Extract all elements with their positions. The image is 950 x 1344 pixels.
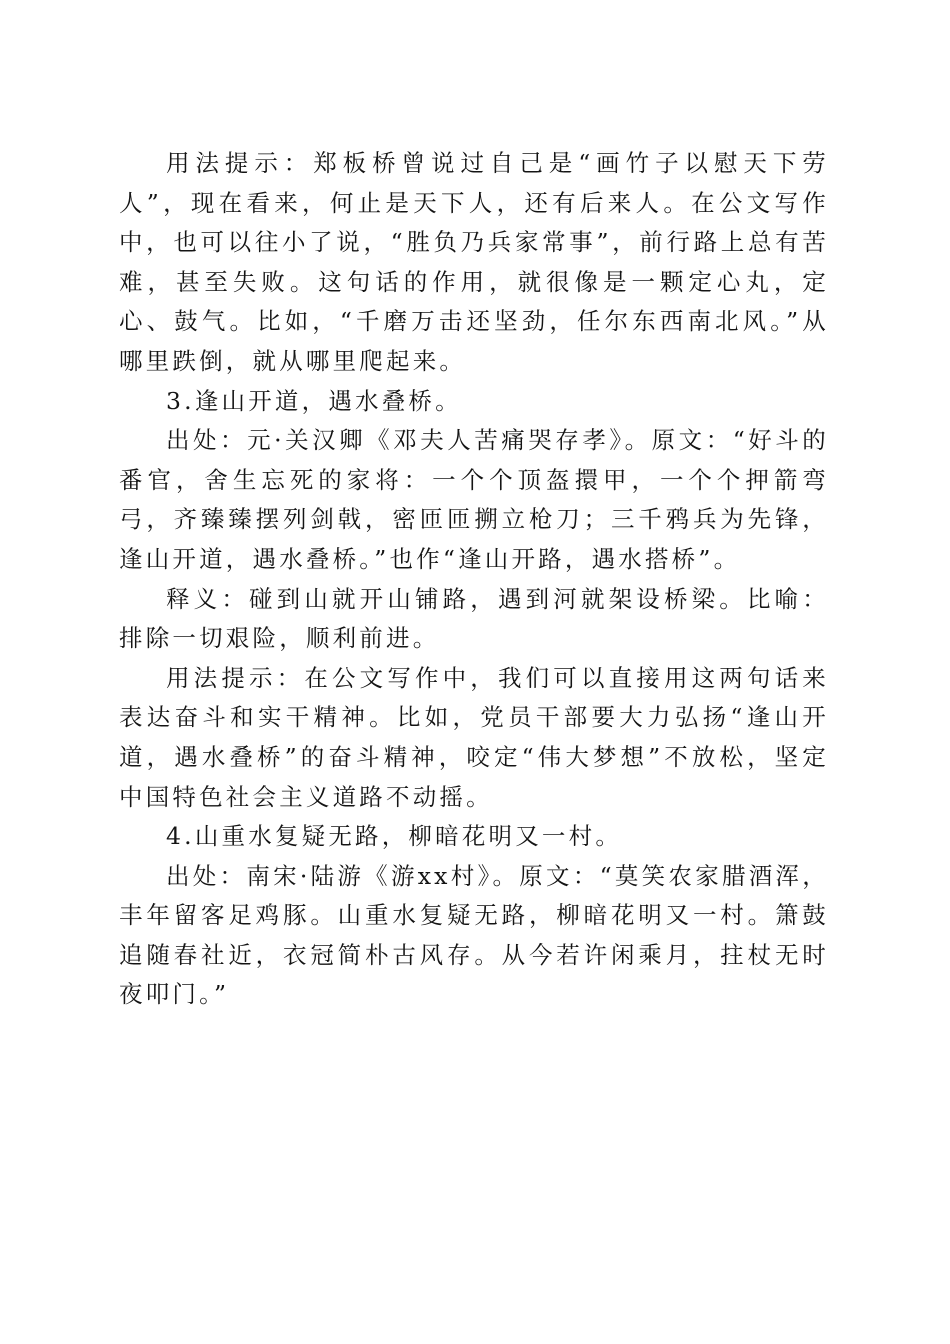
source-paragraph-4: 出处：南宋·陆游《游xx村》。原文：“莫笑农家腊酒浑，丰年留客足鸡豚。山重水复疑无路，柳暗花明又一村。箫鼓追随春社近，衣冠简朴古风存。从今若许闲乘月，拄杖无时夜叩门。” bbox=[119, 861, 829, 1009]
section-heading-4: 4.山重水复疑无路，柳暗花明又一村。 bbox=[166, 822, 623, 851]
source-paragraph-3: 出处：元·关汉卿《邓夫人苦痛哭存孝》。原文：“好斗的番官，舍生忘死的家将：一个个顶盔擐甲，一个个押箭弯弓，齐臻臻摆列剑戟，密匝匝搠立枪刀；三千鸦兵为先锋，逢山开道，遇水叠桥。”也作“逢山开路，遇水搭桥”。 bbox=[119, 426, 829, 573]
meaning-paragraph-3: 释义：碰到山就开山铺路，遇到河就架设桥梁。比喻：排除一切艰险，顺利前进。 bbox=[119, 584, 829, 653]
usage-tip-paragraph-1: 用法提示：郑板桥曾说过自己是“画竹子以慰天下劳人”，现在看来，何止是天下人，还有后来人。在公文写作中，也可以往小了说，“胜负乃兵家常事”，前行路上总有苦难，甚至失败。这句话的作用，就很像是一颗定心丸，定心、鼓气。比如，“千磨万击还坚劲，任尔东西南北风。”从哪里跌倒，就从哪里爬起来。 bbox=[119, 149, 829, 375]
document-body bbox=[119, 144, 829, 1015]
section-heading-3: 3.逢山开道，遇水叠桥。 bbox=[166, 386, 462, 415]
usage-tip-paragraph-3: 用法提示：在公文写作中，我们可以直接用这两句话来表达奋斗和实干精神。比如，党员干部要大力弘扬“逢山开道，遇水叠桥”的奋斗精神，咬定“伟大梦想”不放松，坚定中国特色社会主义道路不动摇。 bbox=[119, 663, 829, 811]
